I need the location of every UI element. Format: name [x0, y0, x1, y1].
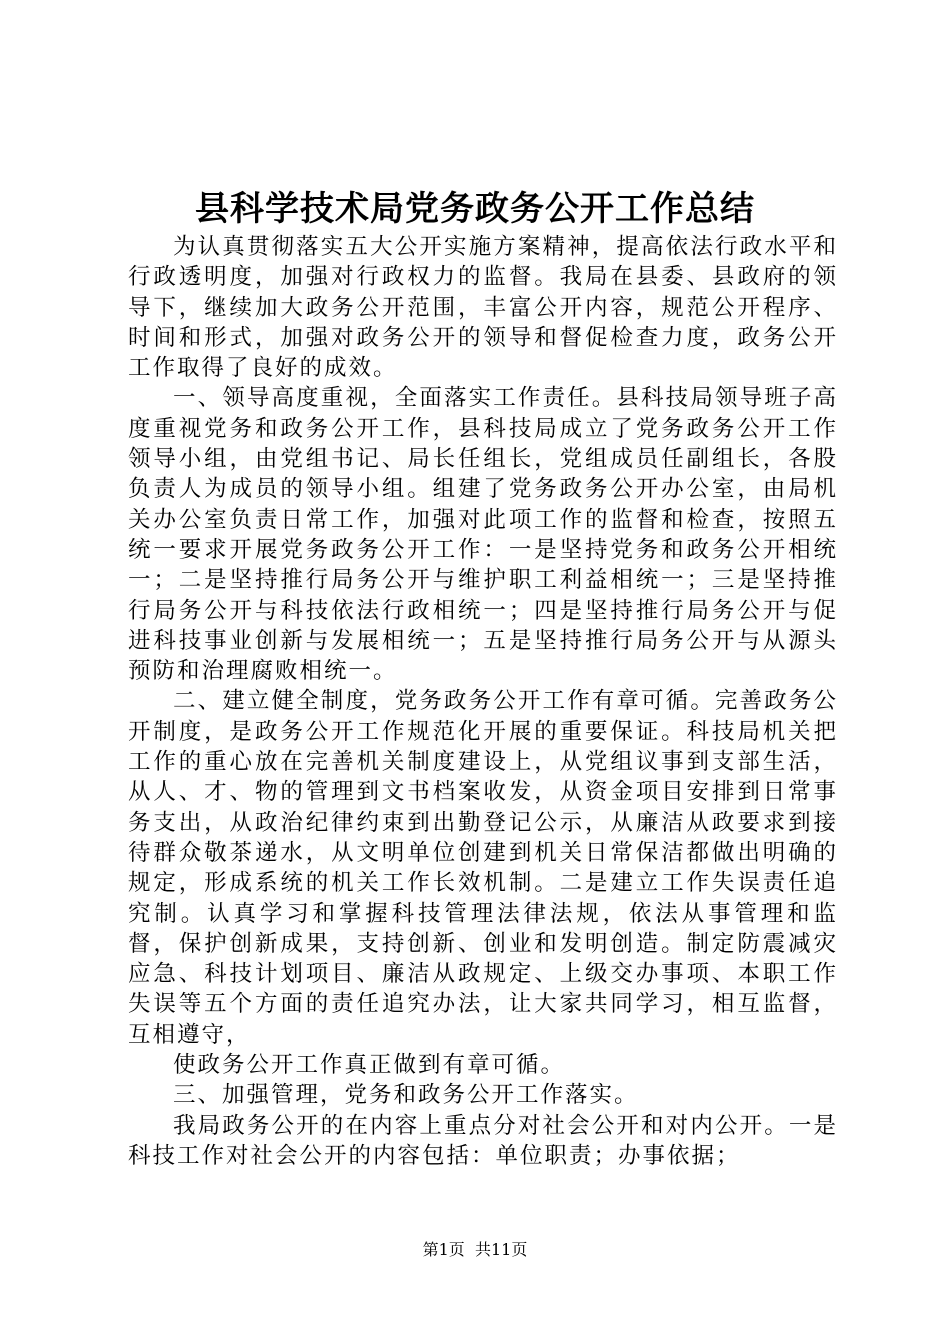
- page-footer: [0, 1238, 950, 1262]
- paragraph-intro: 为认真贯彻落实五大公开实施方案精神，提高依法行政水平和行政透明度，加强对行政权力的监督。我局在县委、县政府的领导下，继续加大政务公开范围，丰富公开内容，规范公开程序、时间和形式，加强对政务公开的领导和督促检查力度，政务公开工作取得了良好的成效。: [128, 234, 838, 382]
- paragraph-section-2-end: 使政务公开工作真正做到有章可循。: [173, 1052, 566, 1079]
- page-number: 第1页: [422, 1240, 465, 1259]
- paragraph-section-1: 一、领导高度重视，全面落实工作责任。县科技局领导班子高度重视党务和政务公开工作，县科技局成立了党务政务公开工作领导小组，由党组书记、局长任组长，党组成员任副组长，各股负责人为成员的领导小组。组建了党务政务公开办公室，由局机关办公室负责日常工作，加强对此项工作的监督和检查，按照五统一要求开展党务政务公开工作：一是坚持党务和政务公开相统一；二是坚持推行局务公开与维护职工利益相统一；三是坚持推行局务公开与科技依法行政相统一；四是坚持推行局务公开与促进科技事业创新与发展相统一；五是坚持推行局务公开与从源头预防和治理腐败相统一。: [128, 385, 838, 685]
- paragraph-section-2: 二、建立健全制度，党务政务公开工作有章可循。完善政务公开制度，是政务公开工作规范化开展的重要保证。科技局机关把工作的重心放在完善机关制度建设上，从党组议事到支部生活，从人、才、物的管理到文书档案收发，从资金项目安排到日常事务支出，从政治纪律约束到出勤登记公示，从廉洁从政要求到接待群众敬茶递水，从文明单位创建到机关日常保洁都做出明确的规定，形成系统的机关工作长效机制。二是建立工作失误责任追究制。认真学习和掌握科技管理法律法规，依法从事管理和监督，保护创新成果，支持创新、创业和发明创造。制定防震减灾应急、科技计划项目、廉洁从政规定、上级交办事项、本职工作失误等五个方面的责任追究办法，让大家共同学习，相互监督，互相遵守，: [128, 688, 838, 1048]
- page-total: 共11页: [474, 1240, 528, 1259]
- paragraph-section-3-heading: 三、加强管理，党务和政务公开工作落实。: [173, 1082, 639, 1109]
- paragraph-section-3: 我局政务公开的在内容上重点分对社会公开和对内公开。一是科技工作对社会公开的内容包括：单位职责；办事依据；: [128, 1112, 838, 1169]
- document-body: [128, 232, 838, 1171]
- document-title: 县科学技术局党务政务公开工作总结: [195, 189, 755, 229]
